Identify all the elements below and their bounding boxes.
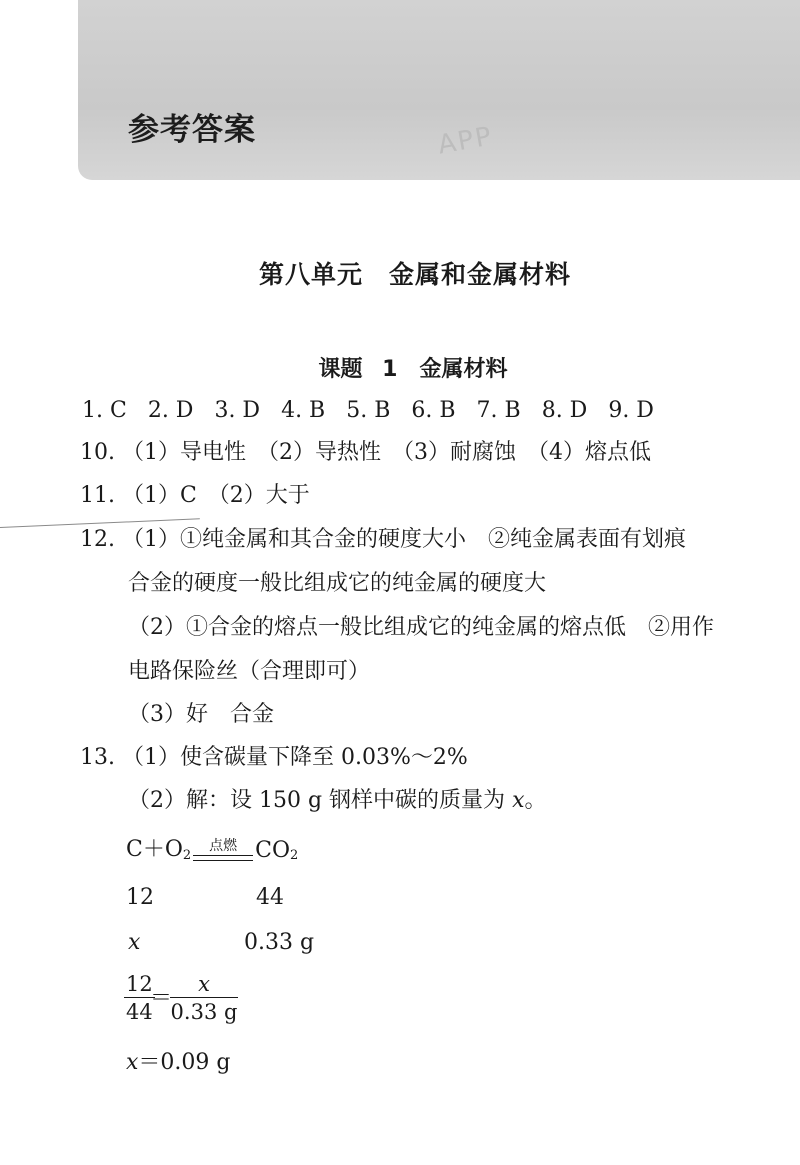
page-title: 参考答案	[128, 112, 256, 148]
answer-q12-line3: （2）①合金的熔点一般比组成它的纯金属的熔点低 ②用作	[128, 615, 714, 640]
equation-reactants: C＋O	[126, 837, 183, 862]
multiple-choice-answers	[82, 398, 654, 423]
subscript: 2	[290, 848, 299, 863]
fraction-numerator: 12	[124, 973, 155, 998]
final-result	[126, 1052, 230, 1074]
fraction-denominator: 0.33 g	[170, 1000, 238, 1025]
fraction-denominator: 44	[126, 1000, 153, 1025]
answer-q10: 10. （1）导电性 （2）导热性 （3）耐腐蚀 （4）熔点低	[80, 440, 651, 465]
q13-variable: x	[512, 788, 525, 813]
mc-answer: 2. D	[147, 398, 194, 423]
mc-answer: 9. D	[608, 398, 654, 423]
subscript: 2	[182, 848, 192, 863]
ratio-left: 12	[126, 885, 154, 910]
lesson-title: 课题 1 金属材料	[318, 357, 508, 382]
answer-q13-line1: 13. （1）使含碳量下降至 0.03%～2%	[80, 745, 468, 770]
q13-intro-text: （2）解：设 150 g 钢样中碳的质量为	[128, 788, 506, 813]
answer-q12-line2: 合金的硬度一般比组成它的纯金属的硬度大	[128, 571, 547, 596]
q13-period: 。	[524, 788, 547, 813]
mc-answer: 4. B	[281, 398, 326, 423]
fraction-right	[170, 973, 238, 1023]
answer-q12-line4: 电路保险丝（合理即可）	[128, 659, 371, 684]
unknown-variable: x	[128, 930, 141, 955]
mc-answer: 6. B	[411, 398, 456, 423]
given-mass: 0.33 g	[244, 930, 315, 955]
fraction-numerator: x	[170, 973, 238, 998]
ratio-right: 44	[256, 885, 284, 910]
chemical-equation	[126, 832, 298, 863]
answer-q12-line5: （3）好 合金	[128, 702, 274, 727]
header-band	[78, 0, 800, 180]
watermark: APP	[435, 121, 496, 161]
equation-product: CO	[255, 838, 291, 863]
mc-answer: 1. C	[82, 398, 127, 423]
mc-answer: 7. B	[476, 398, 521, 423]
answer-q12-line1: 12. （1）①纯金属和其合金的硬度大小 ②纯金属表面有划痕	[80, 527, 686, 552]
mc-answer: 8. D	[541, 398, 588, 423]
result-variable: x	[126, 1050, 139, 1075]
answer-q11: 11. （1）C （2）大于	[80, 483, 310, 508]
reaction-arrow	[193, 839, 253, 861]
answer-q13-line2	[128, 790, 547, 812]
double-bar	[193, 855, 253, 861]
result-value: ＝0.09 g	[138, 1050, 231, 1075]
unit-title: 第八单元 金属和金属材料	[258, 260, 571, 289]
mc-answer: 5. B	[346, 398, 391, 423]
equals-sign: ＝	[150, 986, 173, 1011]
reaction-condition: 点燃	[209, 838, 238, 854]
mc-answer: 3. D	[214, 398, 261, 423]
